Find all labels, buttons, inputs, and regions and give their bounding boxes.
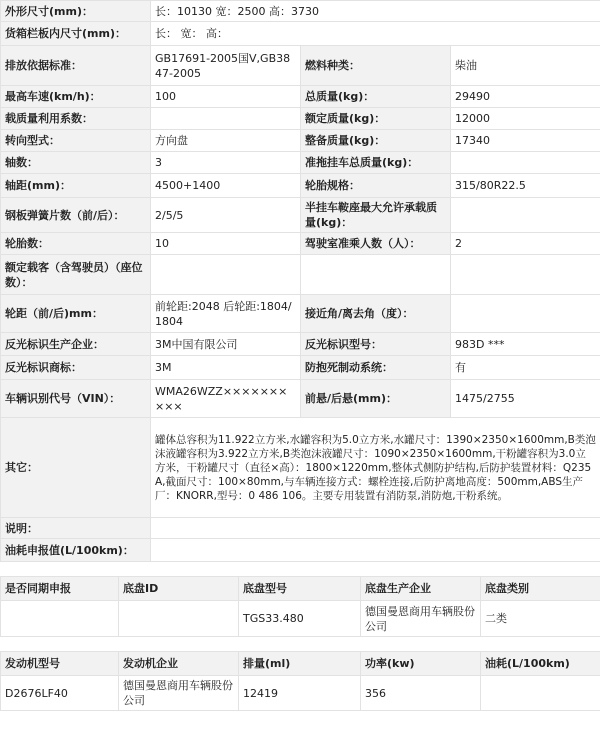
spec-row <box>1 380 600 418</box>
reflect-model-value: 983D *** <box>451 333 600 356</box>
spec-row <box>1 108 600 130</box>
axles-value: 3 <box>151 152 301 174</box>
vin-label: 车辆识别代号（VIN）： <box>1 380 151 418</box>
curb-mass-label: 整备质量(kg)： <box>301 130 451 152</box>
wheelbase-label: 轴距(mm)： <box>1 174 151 198</box>
chassis-header-cell: 底盘生产企业 <box>361 577 481 601</box>
spec-row <box>1 46 600 86</box>
spec-row <box>1 130 600 152</box>
rated-load-value: 12000 <box>451 108 600 130</box>
cab-seats-value: 2 <box>451 233 600 255</box>
trailer-mass-value <box>451 152 600 174</box>
spec-row <box>1 198 600 233</box>
chassis-header-cell: 底盘ID <box>119 577 239 601</box>
engine-cell: 356 <box>361 676 481 711</box>
other-value: 罐体总容积为11.922立方米,水罐容积为5.0立方米,水罐尺寸：1390×2350×1600mm,B类泡沫液罐容积为3.922立方米,B类泡沫液罐尺寸：1090×2350×1600mm,干粉罐容积为3.0立方米，干粉罐尺寸（直径×高）：1800×1220mm,整体式侧防护结构,后防护装置材料：Q235A,截面尺寸：100×80mm,与车辆连接方式：螺栓连接,后防护离地高度：500mm,ABS生产厂：KNORR,型号：0 486 106。主要专用装置有消防泵,消防炮,干粉系统。 <box>151 418 600 518</box>
engine-data-row <box>1 676 600 711</box>
wheelbase-value: 4500+1400 <box>151 174 301 198</box>
engine-cell: D2676LF40 <box>1 676 119 711</box>
spec-row <box>1 255 600 295</box>
cargo-value: 长： 宽： 高： <box>151 22 600 46</box>
fuel-report-value <box>151 539 600 562</box>
spec-row <box>1 356 600 380</box>
passengers-value <box>151 255 301 295</box>
emission-label: 排放依据标准： <box>1 46 151 86</box>
total-mass-label: 总质量(kg)： <box>301 86 451 108</box>
spec-row <box>1 518 600 539</box>
engine-header-cell: 功率(kw) <box>361 652 481 676</box>
chassis-cell: TGS33.480 <box>239 601 361 637</box>
engine-header-cell: 发动机企业 <box>119 652 239 676</box>
chassis-cell <box>1 601 119 637</box>
note-value <box>151 518 600 539</box>
track-label: 轮距（前/后)mm： <box>1 295 151 333</box>
steering-label: 转向型式： <box>1 130 151 152</box>
chassis-header-cell: 底盘型号 <box>239 577 361 601</box>
engine-cell: 12419 <box>239 676 361 711</box>
emission-value: GB17691-2005国Ⅴ,GB3847-2005 <box>151 46 301 86</box>
chassis-cell <box>119 601 239 637</box>
chassis-data-row <box>1 601 600 637</box>
steering-value: 方向盘 <box>151 130 301 152</box>
cab-seats-label: 驾驶室准乘人数（人）： <box>301 233 451 255</box>
axles-label: 轴数： <box>1 152 151 174</box>
trailer-mass-label: 准拖挂车总质量(kg)： <box>301 152 451 174</box>
reflect-brand-value: 3M <box>151 356 301 380</box>
load-util-value <box>151 108 301 130</box>
chassis-header-row <box>1 577 600 601</box>
tires-count-value: 10 <box>151 233 301 255</box>
tire-value: 315/80R22.5 <box>451 174 600 198</box>
spec-row <box>1 152 600 174</box>
chassis-header-cell: 是否同期申报 <box>1 577 119 601</box>
total-mass-value: 29490 <box>451 86 600 108</box>
section-gap <box>0 637 600 651</box>
chassis-cell: 德国曼恩商用车辆股份公司 <box>361 601 481 637</box>
abs-value: 有 <box>451 356 600 380</box>
speed-label: 最高车速(km/h)： <box>1 86 151 108</box>
spec-row <box>1 1 600 22</box>
leaf-label: 钢板弹簧片数（前/后）： <box>1 198 151 233</box>
engine-table <box>0 651 600 711</box>
overhang-value: 1475/2755 <box>451 380 600 418</box>
spec-row <box>1 233 600 255</box>
spec-row <box>1 174 600 198</box>
reflect-model-label: 反光标识型号： <box>301 333 451 356</box>
curb-mass-value: 17340 <box>451 130 600 152</box>
leaf-value: 2/5/5 <box>151 198 301 233</box>
approach-value <box>451 295 600 333</box>
load-util-label: 载质量利用系数： <box>1 108 151 130</box>
spec-row <box>1 539 600 562</box>
chassis-table <box>0 576 600 637</box>
note-label: 说明： <box>1 518 151 539</box>
vin-value: WMA26WZZ×××××××××× <box>151 380 301 418</box>
engine-cell <box>481 676 600 711</box>
spec-row <box>1 86 600 108</box>
fuel-label: 燃料种类： <box>301 46 451 86</box>
engine-header-cell: 发动机型号 <box>1 652 119 676</box>
engine-header-cell: 油耗(L/100km) <box>481 652 600 676</box>
engine-header-cell: 排量(ml) <box>239 652 361 676</box>
chassis-cell: 二类 <box>481 601 600 637</box>
tire-label: 轮胎规格： <box>301 174 451 198</box>
passengers-label: 额定载客（含驾驶员）（座位数）： <box>1 255 151 295</box>
spec-row <box>1 22 600 46</box>
spec-row <box>1 333 600 356</box>
empty-cell <box>451 255 600 295</box>
track-value: 前轮距:2048 后轮距:1804/1804 <box>151 295 301 333</box>
engine-header-row <box>1 652 600 676</box>
reflect-maker-label: 反光标识生产企业： <box>1 333 151 356</box>
cargo-label: 货箱栏板内尺寸(mm)： <box>1 22 151 46</box>
spec-row <box>1 418 600 518</box>
abs-label: 防抱死制动系统： <box>301 356 451 380</box>
spec-row <box>1 295 600 333</box>
section-gap <box>0 562 600 576</box>
dims-label: 外形尺寸(mm)： <box>1 1 151 22</box>
speed-value: 100 <box>151 86 301 108</box>
empty-cell <box>301 255 451 295</box>
rated-load-label: 额定质量(kg)： <box>301 108 451 130</box>
chassis-header-cell: 底盘类别 <box>481 577 600 601</box>
saddle-label: 半挂车鞍座最大允许承载质量(kg)： <box>301 198 451 233</box>
saddle-value <box>451 198 600 233</box>
engine-cell: 德国曼恩商用车辆股份公司 <box>119 676 239 711</box>
other-label: 其它： <box>1 418 151 518</box>
reflect-brand-label: 反光标识商标： <box>1 356 151 380</box>
reflect-maker-value: 3M中国有限公司 <box>151 333 301 356</box>
fuel-report-label: 油耗申报值(L/100km)： <box>1 539 151 562</box>
approach-label: 接近角/离去角（度）： <box>301 295 451 333</box>
dims-value: 长：10130 宽：2500 高：3730 <box>151 1 600 22</box>
fuel-value: 柴油 <box>451 46 600 86</box>
overhang-label: 前悬/后悬(mm)： <box>301 380 451 418</box>
tires-count-label: 轮胎数： <box>1 233 151 255</box>
